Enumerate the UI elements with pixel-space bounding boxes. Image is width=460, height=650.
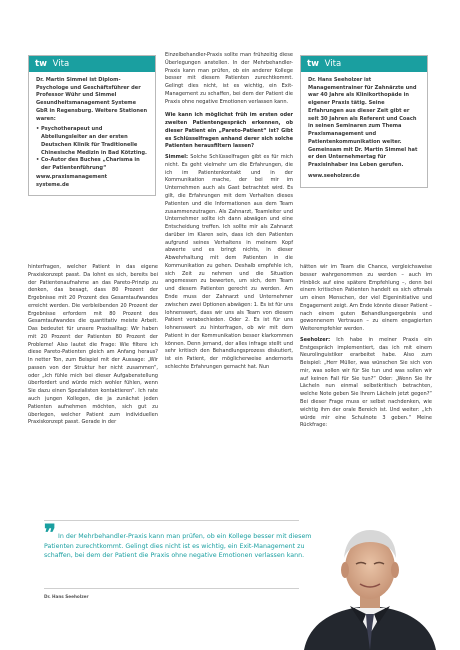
vita-tag: tw xyxy=(35,59,47,69)
interview-question: Wie kann ich möglichst früh im ersten oder zweiten Patientengespräch erkennen, ob dieser Patient ein „Pareto-Patient“ ist? Gibt es Schlüsselfragen anhand derer sich solche Patienten herausfiltern lassen? xyxy=(165,112,293,150)
vita-text: Dr. Hans Seeholzer ist Managementrainer für Zahnärzte und war 40 Jahre als Klinikorthopäde in eigener Praxis tätig. Seine Erfahrungen aus dieser Zeit gibt er seit 30 Jahren als Referent und Coach in seinen Seminaren zum Thema Praxismanagement und Patientenkommunikation weiter. Gemeinsam mit Dr. Martin Simmel hat er den Unternehmertag für Praxisinhaber ins Leben gerufen. xyxy=(308,77,418,169)
vita-tag: tw xyxy=(307,59,319,69)
article-column-right xyxy=(300,264,432,433)
vita-box-seeholzer xyxy=(300,55,428,188)
vita-url[interactable]: www.seeholzer.de xyxy=(308,172,360,179)
vita-box-simmel xyxy=(28,55,156,196)
vita-title: Vita xyxy=(324,59,342,69)
article-column-left xyxy=(28,264,158,430)
pull-quote-text: In der Mehrbehandler-Praxis kann man prüfen, ob ein Kollege besser mit diesem Patienten zurechtkommt. Gelingt dies nicht ist es wichtig, ein Exit-Management zu schaffen, bei dem der Patient die Praxis ohne negative Emotionen verlassen kann. xyxy=(44,533,312,560)
vita-list xyxy=(36,126,148,172)
vita-list-item: • Co-Autor des Buches „Charisma in der Patientenführung“ xyxy=(36,157,148,172)
speaker-label: Seeholzer: xyxy=(300,336,331,343)
quote-divider-bottom xyxy=(44,588,299,589)
vita-body xyxy=(301,72,427,187)
answer-text: Solche Schlüsselfragen gibt es für mich nicht. Es geht vielmehr um die Erfahrungen, die ich im Patientenkontakt und in der Kommunikation mache, der bei mir im Unternehmen auch als Gast betrachtet wird. Es gilt, die Erfahrungen mit dem Verhalten dieses Patienten und die Informationen aus dem Team zusammenzutragen. Als Zahnarzt, Teamleiter und Unternehmer sollte ich dann abwägen und eine Entscheidung treffen. Ich sollte mir als Zahnarzt darüber im Klaren sein, dass ich den Patienten aufgrund seines Verhaltens in meinem Kopf abwerte und es bringt nichts, in dieser Abwehrhaltung mit dem Patienten in die Kommunikation zu gehen. Deshalb empfehle ich, sich Zeit zu nehmen und die Situation angemessen zu bewerten, um sich, dem Team und diesem Patienten gerecht zu werden. Am Ende muss der Zahnarzt und Unternehmer zwischen zwei Optionen abwägen: 1. Es ist für uns lohnenswert, dass wir uns als Team von diesem Patient verabschieden. Oder 2. Es ist für uns lohnenswert zu hinterfragen, ob wir mit dem Patient in der Kommunikation besser klarkommen können. Denn jemand, der alles infrage stellt und sehr kritisch den Behandlungsprozess diskutiert, ist ein Patient, der möglicherweise andernorts schlechte Erfahrungen gemacht hat. Nun xyxy=(165,154,293,370)
vita-intro: Dr. Martin Simmel ist Diplom-Psychologe und Geschäftsführer der Professor Wühr und Simmel Gesundheitsmanagement Systeme GbR in Regensburg. Weitere Stationen waren: xyxy=(36,77,148,122)
vita-url-line-1[interactable]: www.praxismanagement xyxy=(36,173,108,180)
quote-divider-top xyxy=(44,520,299,521)
vita-url-line-2[interactable]: systeme.de xyxy=(36,181,70,188)
vita-header xyxy=(301,56,427,72)
speaker-label: Simmel: xyxy=(165,154,189,161)
vita-body xyxy=(29,72,155,195)
paragraph xyxy=(300,337,432,430)
pull-quote xyxy=(44,532,314,561)
paragraph xyxy=(165,154,293,371)
quote-mark-icon: ❞ xyxy=(44,520,56,546)
portrait-photo xyxy=(300,512,440,650)
paragraph: Einzelbehandler-Praxis sollte man frühzeitig diese Überlegungen anstellen. In der Mehrbehandler-Praxis kann man prüfen, ob ein anderer Kollege besser mit diesem Patienten zurechtkommt. Gelingt dies nicht, ist es wichtig, ein Exit-Management zu schaffen, bei dem der Patient die Praxis ohne negative Emotionen verlassen kann. xyxy=(165,52,293,105)
paragraph: hätten wir im Team die Chance, vergleichsweise besser wahrgenommen zu werden – auch im Hinblick auf eine spätere Empfehlung –, denn bei einem kritischen Patienten handelt es sich oftmals um einen Menschen, der viel Eigeninitiative und Engagement zeigt. Am Ende könnte dieser Patient – nach einem guten Behandlungsergebnis und gewonnenem Vertrauen – zu einem engagierten Weiterempfehler werden. xyxy=(300,264,432,333)
paragraph: hinterfragen, welcher Patient in das eigene Praxiskonzept passt. Da lohnt es sich, bereits bei der Patientenaufnahme an das Pareto-Prinzip zu denken, das besagt, dass 80 Prozent der Ergebnisse mit 20 Prozent des Gesamtaufwandes erreicht werden. Die verbleibenden 20 Prozent der Ergebnisse erfordern mit 80 Prozent des Gesamtaufwandes die quantitativ meiste Arbeit. Das bedeutet für unsere Praxisalltag: Wir haben mit 20 Prozent der Patienten 80 Prozent der Probleme! Also lautet die Frage: Wie filtere ich diese Pareto-Patienten gleich am Anfang heraus? In netter Ton, zum Beispiel mit der Aussage: „Wir passen von der Struktur her nicht zusammen“, oder „Ich fühle mich bei dieser Aufgabenstellung überfordert und würde mich wohler fühlen, wenn Sie dazu einen Spezialisten kontaktieren“. Ich rate auch jungen Kollegen, die ja zunächst jeden Patienten aufnehmen möchten, sich gut zu überlegen, welcher Patient zum individuellen Praxiskonzept passt. Gerade in der xyxy=(28,264,158,426)
quote-author: Dr. Hans Seeholzer xyxy=(44,594,89,599)
vita-title: Vita xyxy=(52,59,70,69)
vita-header xyxy=(29,56,155,72)
answer-text: Ich habe in meiner Praxis ein Erstgespräch implementiert, das ich mit einem Neurolinguistiker erarbeitet habe. Also zum Beispiel: „Herr Müller, was wünschen Sie sich von mir, was sollen wir für Sie tun und was sollen wir auf keinen Fall für Sie tun?“ Oder: „Wenn Sie Ihr Lächeln nun einmal selbstkritisch betrachten, welche Note geben Sie Ihrem Lächeln jetzt gegen?“ Bei dieser Frage muss er selbst nachdenken, wie wichtig ihm der orale Bereich ist. Und weiter: „Ich würde mir eine Schulnote 3 geben.“ Meine Rückfrage: xyxy=(300,336,432,429)
vita-list-item: • Psychotherapeut und Abteilungsleiter an der ersten Deutschen Klinik für Traditionelle Chinesische Medizin in Bad Kötzting. xyxy=(36,126,148,157)
article-column-middle xyxy=(165,52,293,375)
